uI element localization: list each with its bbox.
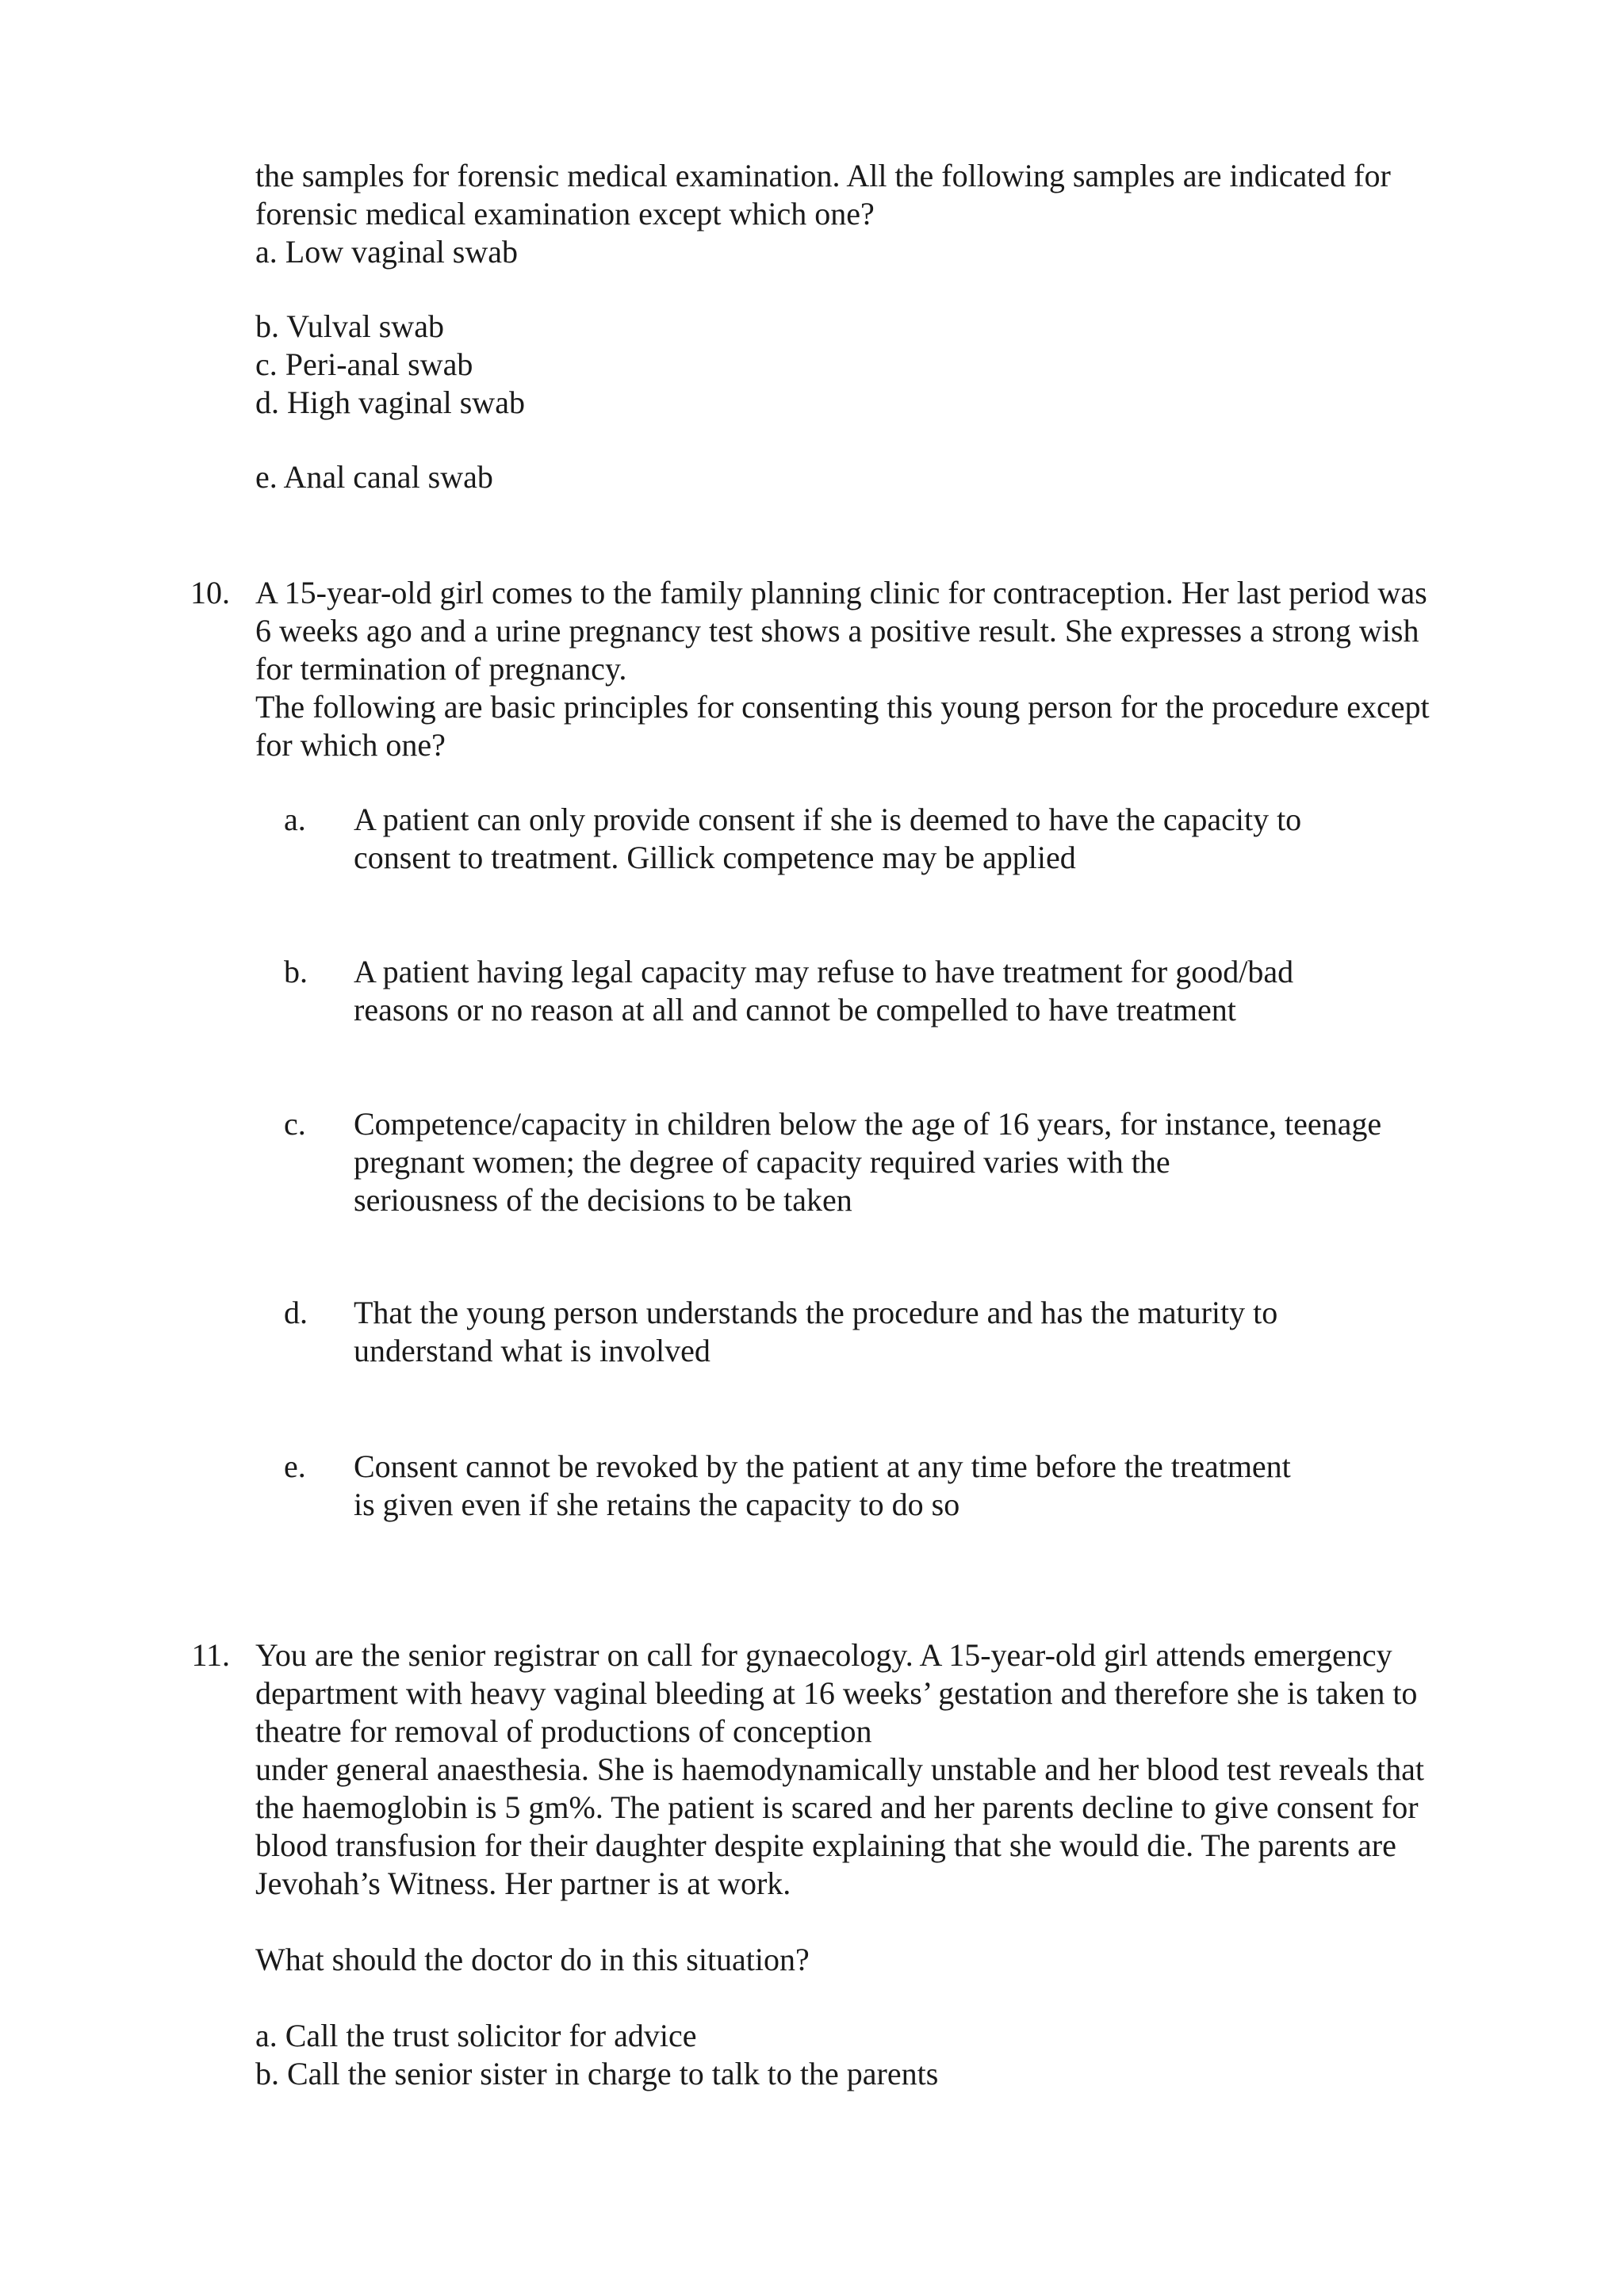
text-line: reasons or no reason at all and cannot be compelled to have treatment: [354, 992, 1236, 1027]
question-10-option-b: [354, 953, 1293, 1029]
question-10-option-d: [354, 1294, 1277, 1370]
text-line: the haemoglobin is 5 gm%. The patient is scared and her parents decline to give consent for: [255, 1789, 1419, 1825]
text-line: understand what is involved: [354, 1333, 710, 1368]
question-10-option-b-letter: b.: [284, 954, 308, 989]
question-11-question: What should the doctor do in this situation?: [255, 1942, 810, 1977]
question-11-option-b: b. Call the senior sister in charge to talk to the parents: [255, 2056, 939, 2091]
question-10-number: 10.: [190, 575, 230, 610]
text-line: Competence/capacity in children below the age of 16 years, for instance, teenage: [354, 1106, 1382, 1142]
text-line: the samples for forensic medical examination. All the following samples are indicated for: [255, 158, 1391, 193]
text-line: theatre for removal of productions of conception: [255, 1713, 872, 1749]
text-line: seriousness of the decisions to be taken: [354, 1182, 852, 1218]
question-11-number: 11.: [191, 1637, 230, 1673]
text-line: That the young person understands the procedure and has the maturity to: [354, 1295, 1278, 1330]
text-line: Jevohah’s Witness. Her partner is at work.: [255, 1866, 791, 1901]
text-line: The following are basic principles for consenting this young person for the procedure except: [255, 689, 1430, 725]
question-11-option-a: a. Call the trust solicitor for advice: [255, 2018, 697, 2053]
text-line: You are the senior registrar on call for gynaecology. A 15-year-old girl attends emergency: [255, 1637, 1392, 1673]
question-9-stem: [255, 157, 1391, 233]
question-9-option-d: d. High vaginal swab: [255, 385, 525, 420]
question-10-option-e: [354, 1448, 1291, 1524]
text-line: for termination of pregnancy.: [255, 651, 627, 687]
question-10-option-a: [354, 801, 1301, 877]
text-line: blood transfusion for their daughter despite explaining that she would die. The parents are: [255, 1827, 1396, 1863]
text-line: A 15-year-old girl comes to the family planning clinic for contraception. Her last period was: [255, 575, 1427, 610]
question-10-option-a-letter: a.: [284, 802, 306, 837]
question-10-option-c-letter: c.: [284, 1106, 306, 1142]
text-line: Consent cannot be revoked by the patient at any time before the treatment: [354, 1448, 1291, 1484]
text-line: consent to treatment. Gillick competence may be applied: [354, 840, 1076, 875]
text-line: under general anaesthesia. She is haemodynamically unstable and her blood test reveals that: [255, 1751, 1424, 1787]
question-9-option-b: b. Vulval swab: [255, 308, 444, 344]
text-line: A patient can only provide consent if she is deemed to have the capacity to: [354, 802, 1302, 837]
question-9-option-e: e. Anal canal swab: [255, 459, 493, 495]
text-line: pregnant women; the degree of capacity required varies with the: [354, 1144, 1170, 1180]
question-10-option-c: [354, 1105, 1381, 1219]
text-line: is given even if she retains the capacity to do so: [354, 1487, 960, 1522]
text-line: for which one?: [255, 727, 446, 763]
text-line: 6 weeks ago and a urine pregnancy test shows a positive result. She expresses a strong wish: [255, 613, 1419, 649]
question-9-option-a: a. Low vaginal swab: [255, 234, 519, 270]
question-10-option-e-letter: e.: [284, 1448, 306, 1484]
text-line: forensic medical examination except which one?: [255, 196, 875, 232]
question-10-option-d-letter: d.: [284, 1295, 308, 1330]
question-11-stem: [255, 1636, 1424, 1903]
text-line: A patient having legal capacity may refuse to have treatment for good/bad: [354, 954, 1294, 989]
question-9-option-c: c. Peri-anal swab: [255, 346, 473, 382]
text-line: department with heavy vaginal bleeding at 16 weeks’ gestation and therefore she is taken to: [255, 1675, 1418, 1711]
question-10-stem: [255, 574, 1430, 764]
